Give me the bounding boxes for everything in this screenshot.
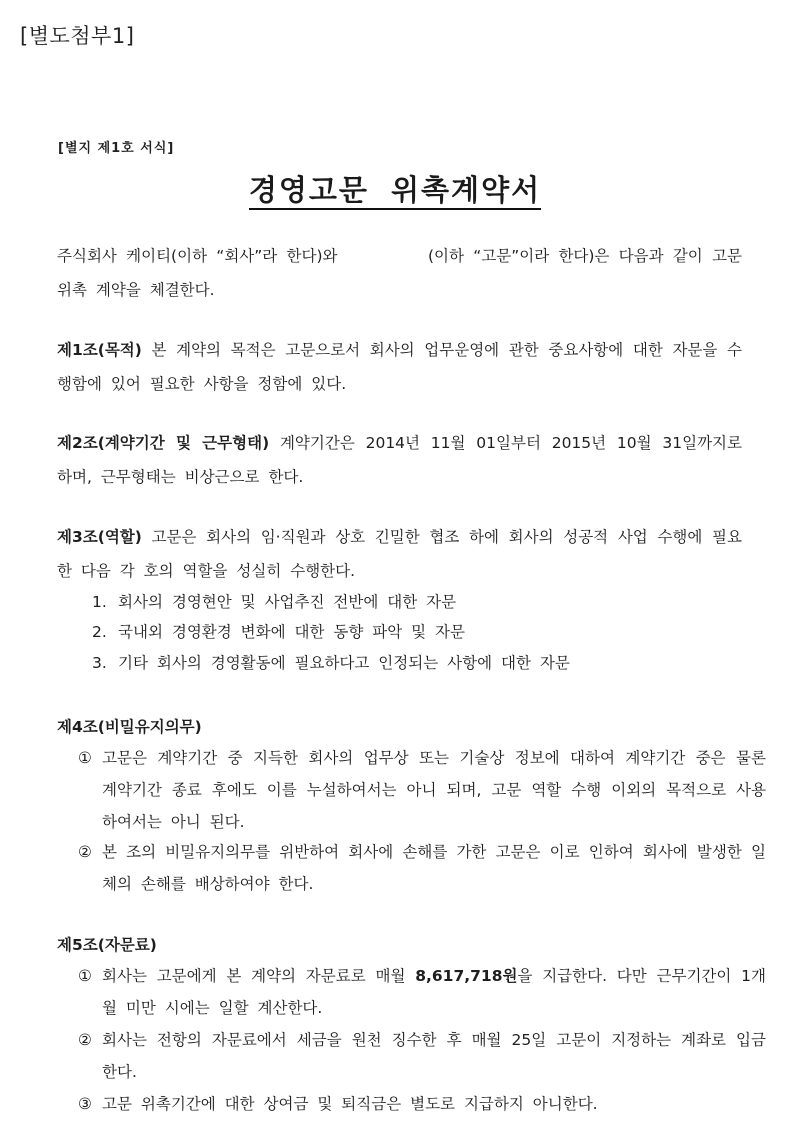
clause: ② 본 조의 비밀유지의무를 위반하여 회사에 손해를 가한 고문은 이로 인하여 회사에 발생한 일체의 손해를 배상하여야 한다.: [78, 843, 766, 893]
clause: ① 고문은 계약기간 중 지득한 회사의 업무상 또는 기술상 정보에 대하여 계약기간 중은 물론 계약기간 종료 후에도 이를 누설하여서는 아니 되며, 고문 역할 수행 이외의 목적으로 사용하여서는 아니 된다.: [78, 749, 766, 831]
article-2: 제2조(계약기간 및 근무형태) 계약기간은 2014년 11월 01일부터 2015년 10월 31일까지로 하며, 근무형태는 비상근으로 한다.: [57, 434, 742, 486]
list-item: 3. 기타 회사의 경영활동에 필요하다고 인정되는 사항에 대한 자문: [92, 654, 570, 672]
article-heading: 제3조(역할): [57, 528, 142, 546]
article-heading: 제2조(계약기간 및 근무형태): [57, 434, 270, 452]
article-4-heading: 제4조(비밀유지의무): [57, 718, 202, 736]
clause: ① 회사는 고문에게 본 계약의 자문료로 매월 8,617,718원을 지급한다. 다만 근무기간이 1개월 미만 시에는 일할 계산한다.: [78, 967, 766, 1017]
clause: ③ 고문 위촉기간에 대한 상여금 및 퇴직금은 별도로 지급하지 아니한다.: [78, 1095, 598, 1113]
article-5-heading: 제5조(자문료): [57, 936, 157, 954]
fee-amount: 8,617,718원: [415, 967, 518, 985]
form-label: [별지 제1호 서식]: [58, 141, 175, 156]
list-item: 1. 회사의 경영현안 및 사업추진 전반에 대한 자문: [92, 593, 457, 611]
article-1: 제1조(목적) 본 계약의 목적은 고문으로서 회사의 업무운영에 관한 중요사항에 대한 자문을 수행함에 있어 필요한 사항을 정함에 있다.: [57, 341, 742, 393]
article-heading: 제1조(목적): [57, 341, 142, 359]
article-3: 제3조(역할) 고문은 회사의 임·직원과 상호 긴밀한 협조 하에 회사의 성공적 사업 수행에 필요한 다음 각 호의 역할을 성실히 수행한다.: [57, 528, 742, 580]
clause: ② 회사는 전항의 자문료에서 세금을 원천 징수한 후 매월 25일 고문이 지정하는 계좌로 입금한다.: [78, 1031, 766, 1081]
attachment-label: [별도첨부1]: [20, 24, 135, 48]
list-item: 2. 국내외 경영환경 변화에 대한 동향 파악 및 자문: [92, 623, 465, 641]
document-title: 경영고문 위촉계약서: [0, 168, 790, 209]
preamble: 주식회사 케이티(이하 “회사”라 한다)와 (이하 “고문”이라 한다)은 다음과 같이 고문 위촉 계약을 체결한다.: [57, 247, 742, 299]
